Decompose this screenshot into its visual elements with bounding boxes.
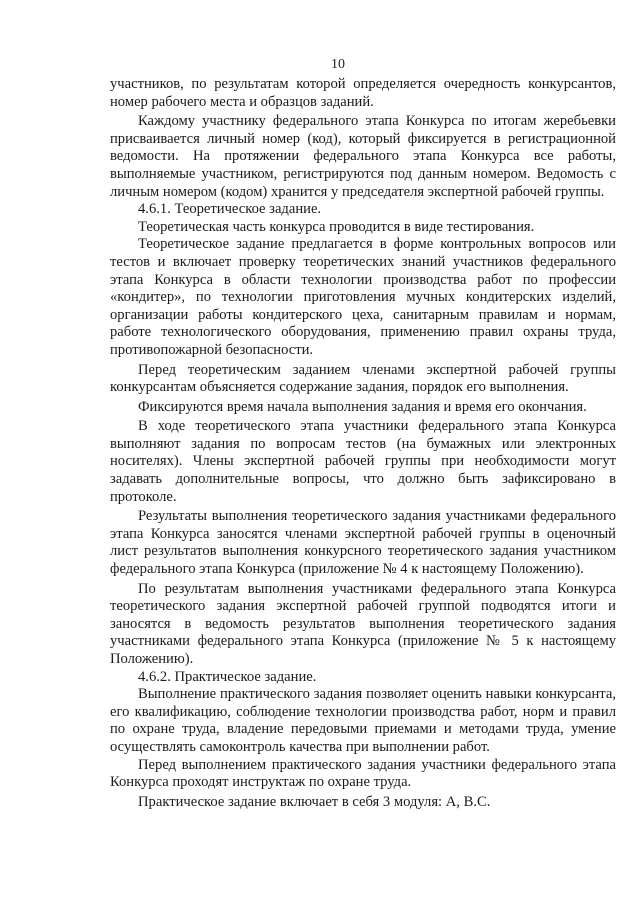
page-number: 10 [331, 57, 345, 72]
paragraph-practice-purpose: Выполнение практического задания позволяет оценить навыки конкурсанта, его квалификацию, соблюдение технологии производства работ, норм и правил по охране труда, владение передовыми приемами и методами труда, умение осуществлять самоконтроль качества при выполнении работ. [110, 686, 616, 755]
paragraph-theory-results: Результаты выполнения теоретического задания участниками федерального этапа Конкурса заносятся членами экспертной рабочей группы в оценочный лист результатов выполнения конкурсного теоретического задания участником федерального этапа Конкурса (приложение № 4 к настоящему Положению). [110, 508, 616, 578]
paragraph-time-recording: Фиксируются время начала выполнения задания и время его окончания. [138, 398, 587, 415]
paragraph-theory-testing: Теоретическая часть конкурса проводится в виде тестирования. [138, 218, 535, 235]
paragraph-theory-summary: По результатам выполнения участниками федерального этапа Конкурса теоретического задания экспертной рабочей группой подводятся итоги и заносятся в ведомость результатов выполнения теоретического задания участниками федерального этапа Конкурса (приложение № 5 к настоящему Положению). [110, 580, 616, 667]
document-body [110, 76, 616, 811]
paragraph-theory-content: Теоретическое задание предлагается в форме контрольных вопросов или тестов и включает проверку теоретических знаний участников федерального этапа Конкурса в области технологии производства работ по профессии «кондитер», по технологии приготовления мучных кондитерских изделий, организации работы кондитерского цеха, санитарным правилам и нормам, работе технологического оборудования, применению правил охраны труда, противопожарной безопасности. [110, 236, 616, 358]
paragraph-safety-briefing: Перед выполнением практического задания участники федерального этапа Конкурса проходят инструктаж по охране труда. [110, 756, 616, 791]
section-heading-practice: 4.6.2. Практическое задание. [138, 668, 317, 685]
paragraph-draw-continuation: участников, по результатам которой определяется очередность конкурсантов, номер рабочего места и образцов заданий. [110, 76, 616, 110]
section-heading-theory: 4.6.1. Теоретическое задание. [138, 201, 322, 218]
paragraph-practice-modules: Практическое задание включает в себя 3 модуля: А, В.С. [138, 793, 491, 810]
paragraph-theory-briefing: Перед теоретическим заданием членами экспертной рабочей группы конкурсантам объясняется содержание задания, порядок его выполнения. [110, 361, 616, 396]
paragraph-personal-number: Каждому участнику федерального этапа Конкурса по итогам жеребьевки присваивается личный номер (код), который фиксируется в регистрационной ведомости. На протяжении федерального этапа Конкурса все работы, выполняемые участником, регистрируются под данным номером. Ведомость с личным номером (кодом) хранится у председателя экспертной рабочей группы. [110, 113, 616, 200]
paragraph-theory-process: В ходе теоретического этапа участники федерального этапа Конкурса выполняют задания по вопросам тестов (на бумажных или электронных носителях). Члены экспертной рабочей группы при необходимости могут задавать дополнительные вопросы, что должно быть зафиксировано в протоколе. [110, 418, 616, 505]
